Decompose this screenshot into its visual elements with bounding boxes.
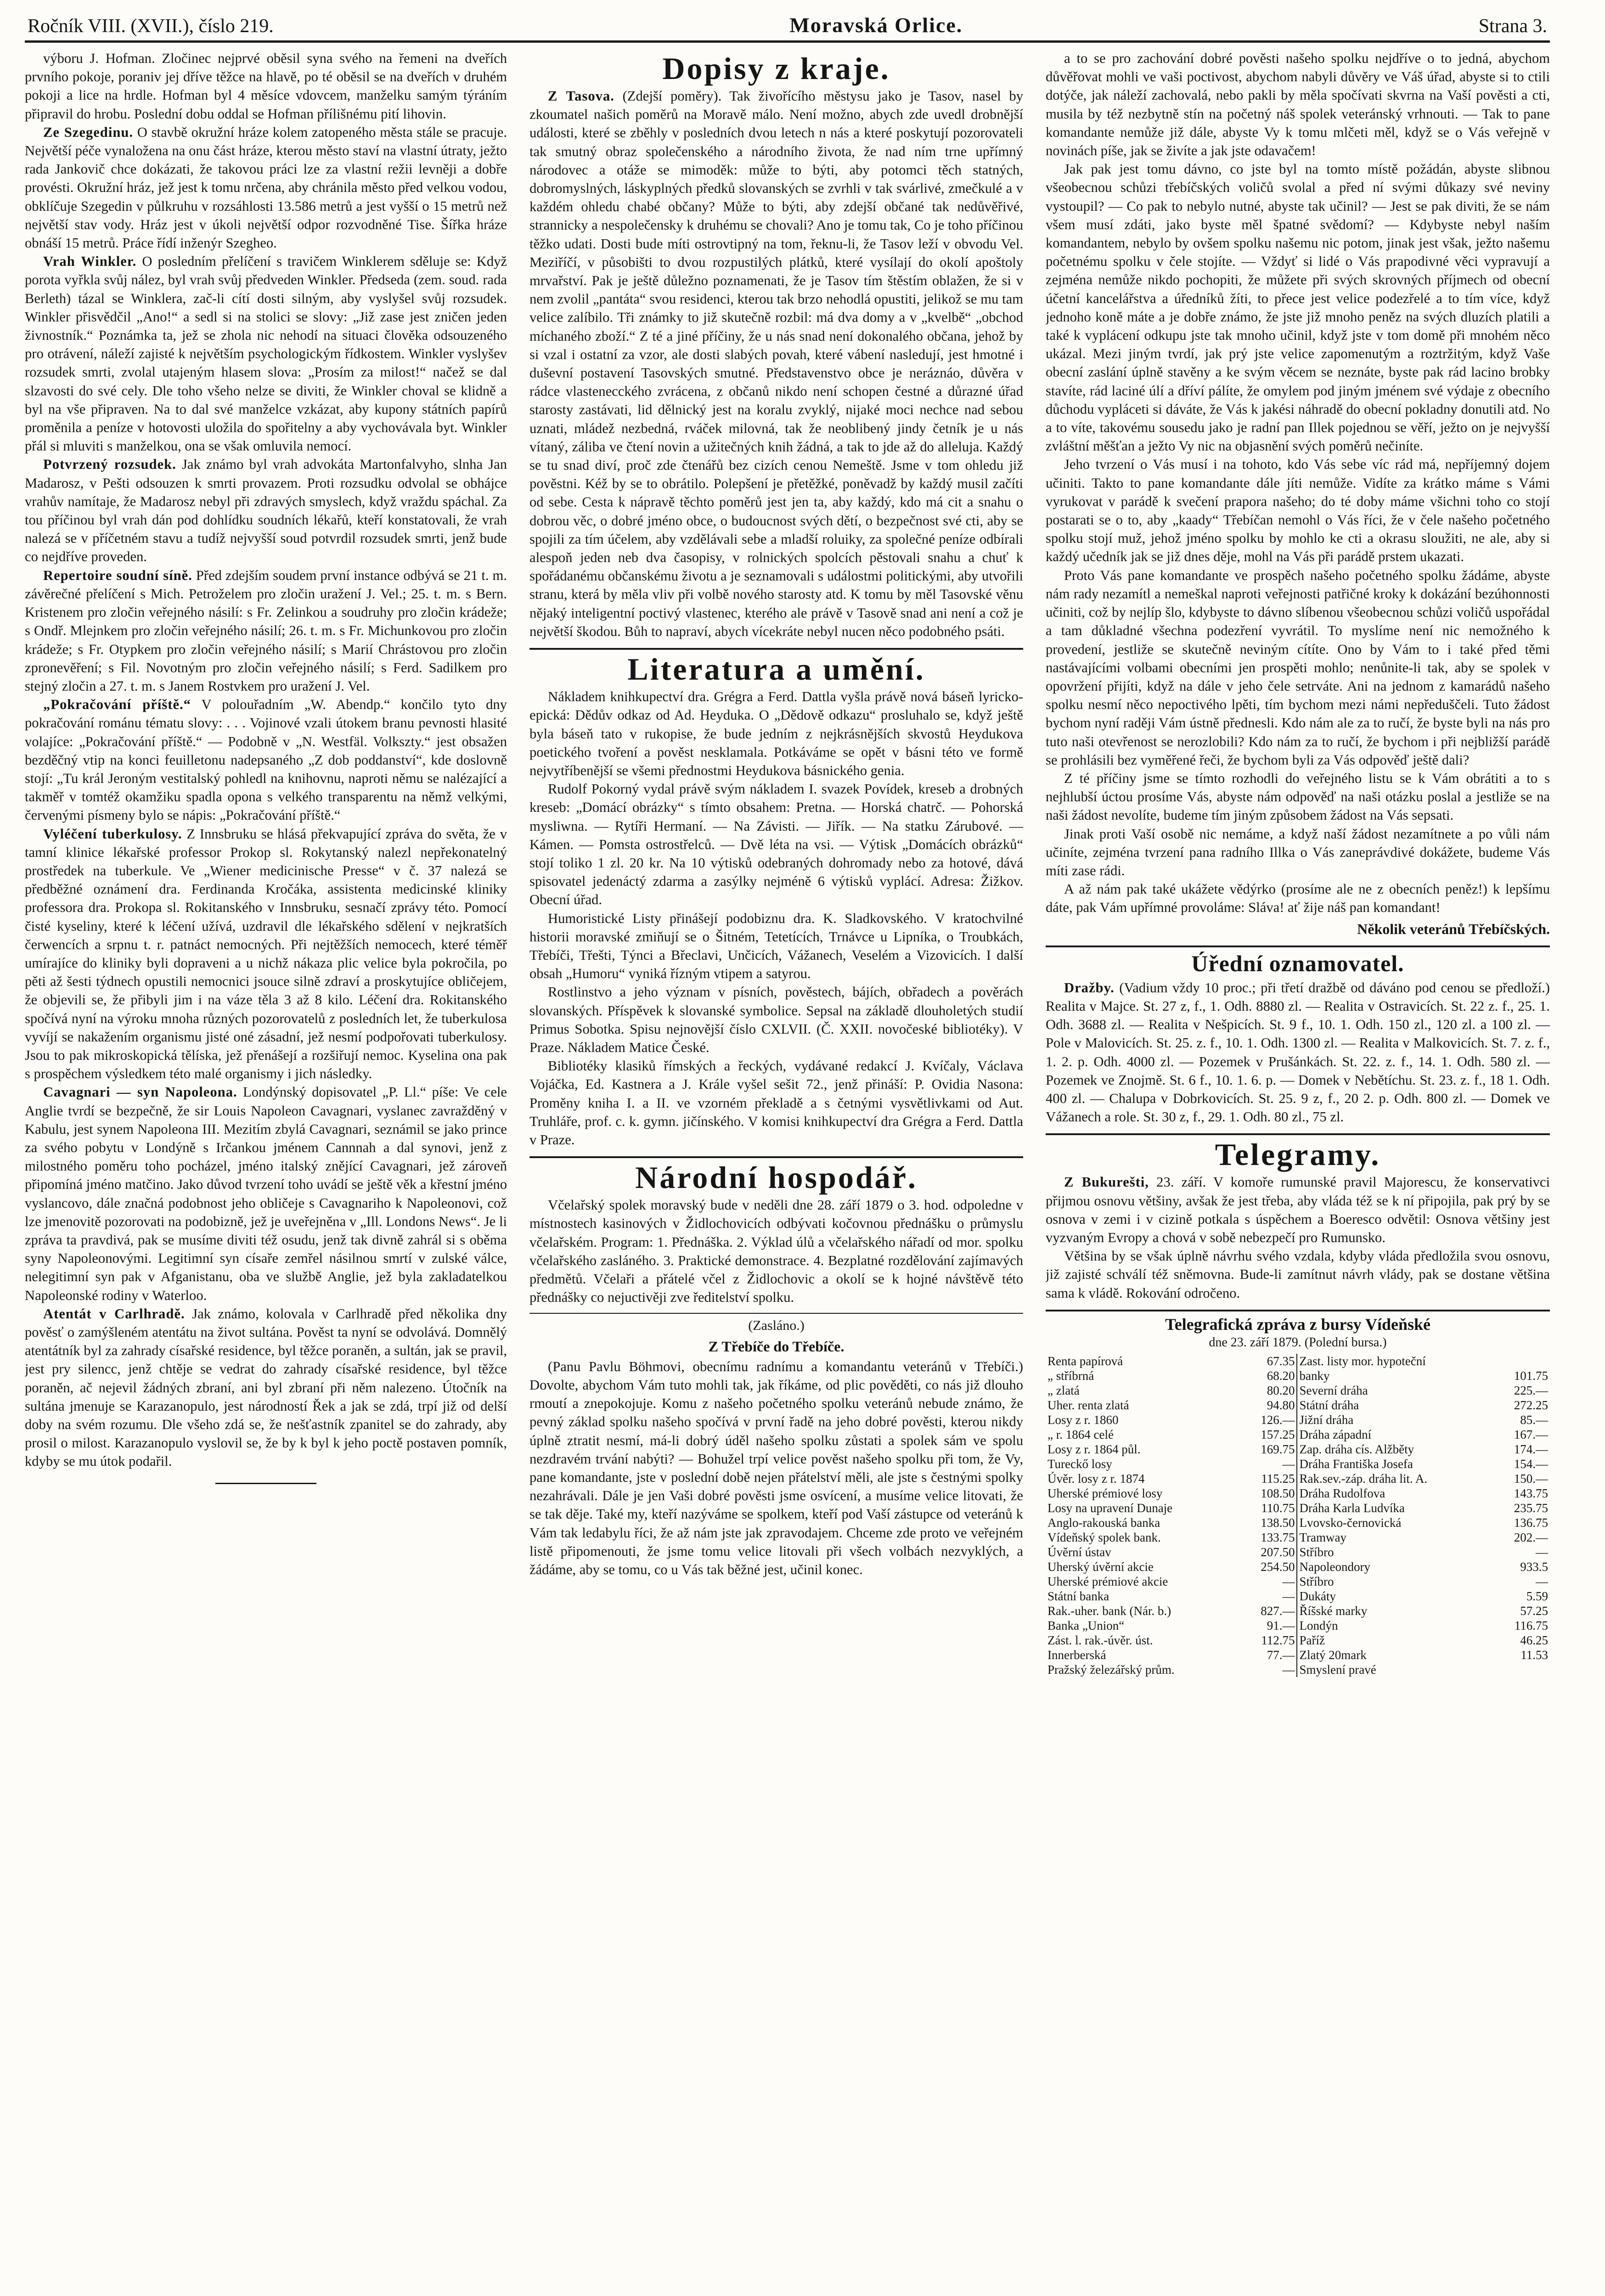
- bourse-right-label: Paříž: [1299, 1633, 1325, 1648]
- column-2: [529, 49, 1023, 2296]
- bourse-left-value: —: [1240, 1457, 1297, 1471]
- section-rule: [1046, 1133, 1550, 1135]
- bourse-left-label: „ zlatá: [1047, 1384, 1080, 1398]
- article-paragraph: [1046, 979, 1550, 1126]
- article-text: Rostlinstvo a jeho význam v písních, pověstech, bájích, obřadech a pověrách slovanských. Příspěvek k slovanské symbolice. Sepsal na základě dlouholetých studií Primus Sobotka. Spisu nejnovější číslo CXLVII. (Č. XXII. novočeské bibliotéky). V Praze. Nákladem Matice České.: [529, 984, 1023, 1055]
- section-rule: [529, 1156, 1023, 1158]
- article-paragraph: [25, 825, 507, 1083]
- bourse-left-value: 91.—: [1240, 1618, 1297, 1633]
- bourse-row: [1046, 1589, 1550, 1604]
- bourse-left-value: 68.20: [1240, 1368, 1297, 1383]
- bourse-row: [1046, 1486, 1550, 1501]
- article-text: Londýnský dopisovatel „P. Ll.“ píše: Ve cele Anglie tvrdí se bezpečně, že sir Louis Napoleon Cavagnari, vyslanec zavražděný v Kabulu, jest synem Napoleona III. Mezitím zbylá Cavagnari, seznámil se jako prince za svého pobytu v Londýně s Irčankou jménem Cannnah a dal synovi, jenž z milostného poměru toho pocházel, jméno italský znějící Cavagnari, jež zároveň připomíná jméno matčino. Jako důvod tvrzení toho uvádí se ještě věk a křestní jméno vyslancovo, dále značná podobnost jeho obličeje s Cavagnariho k Napoleonovi, což lze jmenovitě pozorovati na podobizně, jež je uveřejněna v „Ill. Londons News“. Je li zpráva ta pravdivá, pak se musíme diviti též osudu, jenž tak divně zahrál si s oběma syny Napoleonovými. Legitimní syn císaře zemřel násilnou smrtí v zulské válce, nelegitimní syn pak v Afganistanu, oba ve službě Anglie, jež byla zakladatelkou Napoleonské rodiny v Waterloo.: [25, 1084, 507, 1303]
- bourse-row: [1046, 1545, 1550, 1559]
- bourse-row: [1046, 1368, 1550, 1383]
- bourse-right-label: banky: [1299, 1369, 1330, 1383]
- article-text: Nákladem knihkupectví dra. Grégra a Ferd. Dattla vyšla právě nová báseň lyricko-epická: Dědův odkaz od Ad. Heyduka. O „Dědově odkazu“ prosluhalo se, když ještě byla báseň tato v rukopise, že bude jedním z nejkrásnějších skvostů Heydukova poetického tvoření a pověst nesklamala. Potkáváme se opět v básni této ve formě nejvytříbenější se všemi přednostmi Heydukova básnického genia.: [529, 689, 1023, 778]
- bourse-left-value: 80.20: [1240, 1383, 1297, 1398]
- article-text: V polouřadním „W. Abendp.“ končilo tyto dny pokračování románu tématu slovy: . . . Vojinové vzali útokem branu pevnosti hlasité volajíce: „Pokračování příště.“ — Podobně v „N. Westfäl. Volkszty.“ jest obsažen bezděčný vtip na konci feuilletonu nadepsaného „Z dob poddanství“, kde doslovně stojí: „Tu král Jeroným vestitalský pohledl na knihovnu, naproti němu se nalézající a takměř v tomtéž okamžiku spadla opona s velkého transparentu na němž velkými, červenými písmeny bylo se nápis: „Pokračování příště.“: [25, 697, 507, 823]
- bourse-right-label: Zlatý 20mark: [1299, 1648, 1367, 1662]
- bourse-right-value: 136.75: [1514, 1516, 1548, 1530]
- bourse-right-label: Zast. listy mor. hypoteční: [1299, 1354, 1426, 1368]
- bourse-right-value: —: [1536, 1545, 1548, 1559]
- article-text: Z Innsbruku se hlásá překvapující zpráva do světa, že v tamní klinice lékařské professor Prokop sl. Rokytanský nalezl nepřekonatelný prostředek na tuberkule. Ve „Wiener medicinische Presse“ v č. 37 nalezá se předběžné oznámení dra. Ferdinanda Kročáka, assistenta medicinské kliniky professora dra. Prokopa sl. Rokitanského v Innsbruku, sesnačí zprávy této. Pomocí čisté kyseliny, které k léčení užívá, uzdravil dle lékařského sdělení v nejkratších čerwencích a srpnu t. r. patnáct nemocných. Při nejtěžších nemocech, které téměř umírajíce do kliniky byli dopraveni a u nichž nákaza plic velice byla pokročila, po pěti až šesti týdnech opustili nemocnici jsouce silně zdraví a proskytujíce obličejem, že objevili se, že přibyli jim i na váze těla 3 až 8 kilo. Léčení dra. Rokitanského spočívá nyní na výroku mnoha různých pozorovatelů z posledních let, že tuberkulosa vyvíjí se nakažením organismu jisté oné zásadní, jež nesmí podpořovati tuberkulosy. Jsou to pak mikroskopická tělíska, jež přenášejí a rozšiřují nemoc. Kyselina ona pak s prospěchem výsledkem této malé organismy i jich následky.: [25, 826, 507, 1082]
- bourse-left-label: „ r. 1864 celé: [1047, 1428, 1114, 1442]
- article-heading: Vyléčení tuberkulosy.: [43, 826, 182, 842]
- urední-articles: [1046, 979, 1550, 1126]
- bourse-row: [1046, 1633, 1550, 1648]
- bourse-right-label: Napoleondory: [1299, 1560, 1370, 1574]
- letter-signature: Několik veteránů Třebíčských.: [1357, 920, 1550, 937]
- article-text: Humoristické Listy přinášejí podobiznu dra. K. Sladkovského. V kratochvilné historii moravské zmiňují se o Šitném, Tetetících, Trnávce u Lipníka, o Troubkách, Třebíči, Třešti, Týnci a Břeclavi, Unčicích, Vážanech, Veselém a Vizovicích. I další obsah „Humoru“ vyniká řízným vtipem a satyrou.: [529, 910, 1023, 982]
- article-paragraph: [25, 695, 507, 824]
- bourse-left-label: Rak.-uher. bank (Nár. b.): [1047, 1604, 1171, 1618]
- article-heading: Z Bukurešti,: [1064, 1174, 1149, 1190]
- article-text: Jak známo, kolovala v Carlhradě před několika dny pověsť o zamýšleném atentátu na život sultána. Pověst ta nyní se odvolává. Domnělý atentátník byl za zahrady císařské residence, byl těžce poraněn, a sultán, jak se pravil, jest pry silencc, jenž chtěje se vedrat do zahrady císařské residence, byl těžce poraněn, ač nejevil žádných zbraní, ani byl zbraní při něm nalezeno. Útočník na sultána jmenuje se Karazanopulo, jest národností Řek a jak se zdá, trpí již od delší doby na svém rozumu. Dle všeho zdá se, že nešťastník zpanitel se do zahrady, aby prosil o milost. Karazanopulo vyslovil se, že by k byl k jeho poctě postaven pomník, kdyby se mu útok podařil.: [25, 1306, 507, 1469]
- columns: [25, 49, 1550, 2296]
- bourse-right-value: 5.59: [1526, 1589, 1548, 1604]
- section-title-urední: Úřední oznamovatel.: [1191, 950, 1404, 976]
- bourse-title: Telegrafická zpráva z bursy Vídeňské: [1165, 1315, 1430, 1334]
- bourse-right-label: Smyslení pravé: [1299, 1663, 1376, 1677]
- article-paragraph: [1046, 1247, 1550, 1302]
- zaslano-subhead: Z Třebíče do Třebíče.: [708, 1338, 845, 1355]
- end-rule: [215, 1483, 316, 1484]
- bourse-right-value: 235.75: [1514, 1501, 1548, 1515]
- article-heading: Atentát v Carlhradě.: [43, 1306, 185, 1322]
- bourse-left-label: Zást. l. rak.-úvěr. úst.: [1047, 1633, 1153, 1648]
- article-paragraph: [1046, 769, 1550, 825]
- article-text: Jeho tvrzení o Vás musí i na tohoto, kdo Vás sebe víc rád má, nepříjemný dojem učiniti. Takto to pane komandante dále jíti nemůže. Vidíte za krátko máme s Vámi vyrukovat v parádě k svečení prapora našeho; do té doby máme všichni toho co stojí postarati se o to, aby „kaady“ Třebíčan nemohl o Vás říci, že v čele našeho početného spolku stojí muž, jehož jméno spolku by mohlo ke cti a okrasu sloužiti, ne ale, aby si každý učedník jak se již dnes děje, mohl na Vás při parádě prstem ukazati.: [1046, 456, 1550, 565]
- bourse-right-value: 46.25: [1520, 1633, 1548, 1648]
- bourse-left-value: 108.50: [1240, 1486, 1297, 1501]
- article-text: Bibliotéky klasiků římských a řeckých, vydávané redakcí J. Kvíčaly, Václava Vojáčka, Ed. Kastnera a J. Krále vyšel sešit 72., jenž přináší: P. Ovidia Nasona: Proměny kniha I. a II. ve vzorném překladě a s četnými vysvětlivkami od Aut. Truhláře, prof. c. k. gymn. jičínského. V komisi knihkupectví dra Grégra a Ferd. Dattla v Praze.: [529, 1058, 1023, 1148]
- article-paragraph: [25, 455, 507, 566]
- bourse-left-value: 67.35: [1240, 1354, 1297, 1368]
- section-rule: [529, 1313, 1023, 1314]
- bourse-left-label: Vídeňský spolek bank.: [1047, 1531, 1161, 1545]
- bourse-left-label: Anglo-rakouská banka: [1047, 1516, 1160, 1530]
- dopisy-articles: [529, 87, 1023, 641]
- article-paragraph: [529, 1057, 1023, 1149]
- letter-continuation: [1046, 49, 1550, 917]
- article-paragraph: [1046, 455, 1550, 566]
- article-paragraph: [1046, 566, 1550, 769]
- bourse-subtitle: dne 23. září 1879. (Polední bursa.): [1209, 1335, 1387, 1350]
- article-text: Proto Vás pane komandante ve prospěch našeho početného spolku žádáme, abyste nám rady nezamítl a nemeškal naproti veřejnosti patřičné kroky k dokázání bezúhonnosti učiniti, což by nejlíp šlo, kdybyste to dávno slíbenou všeobecnou schůzi voličů uspořádal a tam důkladné všechna podezření vyvrátil. To myslíme není nic nemožného k provedení, jestliže se skutečně neviným cítíte. Ono by Vám to i také před těmi nastávajícími volbami obecními jen prospěti mohlo; nenůnite-li tak, aby se spolek v opovržení přijíti, když na dále v jeho čele setrváte. Ani na jednom z kamarádů našeho spolku nesmí něco nepoctivého lpěti, tím bychom mezi námi nepředuščeli. Tuto žádost bychom nyní raději Vám ústně přednesli. Kdo nám ale za to ručí, že byste byli na nás pro tuto naši otevřenost se nerozlobili? Kdo nám za to ručí, že bychom i při nejbližší parádě se prohlásili bez vyměřené řeči, že bychom byli za Vás odpověď ještě dali?: [1046, 567, 1550, 768]
- bourse-left-label: Uherské prémiové losy: [1047, 1486, 1163, 1501]
- article-paragraph: [25, 49, 507, 123]
- hospodar-articles: [529, 1196, 1023, 1306]
- column-3: [1046, 49, 1550, 2296]
- bourse-right-label: Stříbro: [1299, 1575, 1334, 1589]
- bourse-row: [1046, 1574, 1550, 1589]
- article-text: výboru J. Hofman. Zločinec nejprvé oběsil syna svého na řemeni na dveřích prvního pokoje, poraniv jej dříve těžce na hlavě, po té oběsil se na dveřích v druhém pokoji a lice na hrdle. Hofman byl 4 měsíce vdovcem, manželku samým týráním připravil do hrobu. Poslední dobu oddal se Hofman přílišnému pití lihovin.: [25, 51, 507, 122]
- bourse-left-value: 126.—: [1240, 1412, 1297, 1427]
- bourse-left-value: 169.75: [1240, 1442, 1297, 1457]
- bourse-right-label: Dráha Karla Ludvíka: [1299, 1501, 1405, 1515]
- bourse-right-value: 202.—: [1514, 1531, 1548, 1545]
- article-text: Před zdejším soudem první instance odbývá se 21 t. m. závěrečné přelíčení s Mich. Petroželem pro zločin uražení J. Vel.; 25. t. m. s Bern. Kristenem pro zločin veřejného násilí: s Fr. Zelinkou a soudruhy pro zločin krádeže; s Ondř. Mlejnkem pro zločin veřejného násilí; 26. t. m. s Fr. Michunkovou pro zločin krádeže; s Fr. Otypkem pro zločin veřejného násilí; s Marií Chrástovou pro zločin zpronevěření; s Fil. Novotným pro zločin veřejného násilí; s Ferd. Sadilkem pro stejný zločin a 27. t. m. s Janem Rostvkem pro uražení J. Vel.: [25, 567, 507, 694]
- article-text: A až nám pak také ukážete vědýrko (prosíme ale ne z obecních peněz!) k lepšímu dáte, pak Vám upřímné provoláme: Sláva! ať žije náš pan komandant!: [1046, 881, 1550, 916]
- article-paragraph: [1046, 880, 1550, 917]
- article-paragraph: [25, 252, 507, 455]
- article-paragraph: [1046, 49, 1550, 160]
- bourse-left-value: 254.50: [1240, 1559, 1297, 1574]
- section-title-literatura: Literatura a umění.: [627, 652, 925, 687]
- article-text: Včelařský spolek moravský bude v neděli dne 28. září 1879 o 3. hod. odpoledne v místnostech kasinových v Židlochovicích odbývati kočovnou přednášku o průmyslu včelařském. Program: 1. Přednáška. 2. Výklad úlů a včelařského nářadí od mor. spolku včelařského zasláného. 3. Praktické demonstrace. 4. Bezplatné rozdělování zajímavých předmětů. Včelaři a přátelé včel z Židlochovic a okolí se k hojné návštěvě této přednášky co nejuctivěji zve ředitelství spolku.: [529, 1197, 1023, 1306]
- article-paragraph: [529, 687, 1023, 780]
- article-text: O posledním přelíčení s travičem Winklerem sděluje se: Když porota vyřkla svůj nález, byl vrah svůj předveden Winkler. Předseda (zem. soud. rada Berleth) tázal se Winklera, zač-li cítí dosti silným, aby vyslyšel svůj rozsudek. Winkler přisvědčil „Ano!“ a sedl si na stolici se slovy: „Již zase jest zničen jeden živnostník.“ Poznámka ta, jež se zhola nic nehodí na situaci člověka odsouzeného pro otrávení, náleží zajisté k největším psychologickým řídkostem. Winkler vyslyšev rozsudek smrti, zvolal utajeným hlasem slova: „Prosím za milost!“ načež se dal slzavosti do své cely. Dle toho všeho nelze se diviti, že Winkler choval se klidně a byl na vše připraven. Na to dal své manželce vzkázat, aby kupony státních papírů proměnila a peníze v hotovosti uložila do spořitelny a aby vychovávala byt. Winkler přál si mluviti s manželkou, ona se však omluvila nemocí.: [25, 253, 507, 454]
- bourse-left-label: Úvěrní ústav: [1047, 1545, 1111, 1559]
- section-rule: [1046, 1310, 1550, 1311]
- bourse-left-value: 133.75: [1240, 1530, 1297, 1545]
- bourse-left-label: Tureckő losy: [1047, 1457, 1112, 1471]
- bourse-row: [1046, 1501, 1550, 1515]
- bourse-right-value: 154.—: [1514, 1457, 1548, 1471]
- bourse-right-label: Rak.sev.-záp. dráha lit. A.: [1299, 1472, 1428, 1486]
- bourse-right-label: Státní dráha: [1299, 1398, 1359, 1412]
- article-heading: Dražby.: [1064, 979, 1115, 996]
- section-title-telegramy: Telegramy.: [1215, 1137, 1381, 1172]
- article-heading: „Pokračování příště.“: [43, 697, 191, 713]
- bourse-row: [1046, 1442, 1550, 1457]
- bourse-right-label: Zap. dráha cís. Alžběty: [1299, 1442, 1414, 1457]
- bourse-right-value: —: [1536, 1575, 1548, 1589]
- article-paragraph: [1046, 825, 1550, 880]
- article-paragraph: [25, 1305, 507, 1471]
- bourse-row: [1046, 1457, 1550, 1471]
- article-heading: Z Tasova.: [548, 88, 614, 104]
- bourse-right-value: [1494, 1354, 1550, 1368]
- bourse-row: [1046, 1383, 1550, 1398]
- bourse-left-value: —: [1240, 1662, 1297, 1677]
- article-text: Jinak proti Vaší osobě nic nemáme, a když naší žádost nezamítnete a po vůli nám učiníte, zejména tvrzení pana radního Illka o Vás zaneprávdivé dokážete, budeme Vás míti zase rádi.: [1046, 826, 1550, 878]
- article-text: Z té příčiny jsme se tímto rozhodli do veřejného listu se k Vám obrátiti a to s nejhlubší úctou prosíme Vás, abyste nám odpověď na naši otázku poslal a jestliže se na naši žádost nevolíte, budeme tím jiným způsobem žádost na Vás sepsati.: [1046, 770, 1550, 823]
- zaslano-articles: [529, 1357, 1023, 1579]
- bourse-right-label: Dráha Františka Josefa: [1299, 1457, 1413, 1471]
- article-paragraph: [25, 566, 507, 695]
- bourse-left-value: 157.25: [1240, 1427, 1297, 1442]
- article-paragraph: [1046, 160, 1550, 455]
- bourse-left-value: —: [1240, 1574, 1297, 1589]
- bourse-left-label: Losy z r. 1864 půl.: [1047, 1442, 1141, 1457]
- article-heading: Vrah Winkler.: [43, 253, 137, 270]
- article-text: (Zdejší poměry). Tak živořícího městysu jako je Tasov, nasel by zkoumatel našich poměrů na Moravě málo. Není možno, abych zde uvedl drobnější události, které se zběhly v posledních dvou letech n nás a které poskytují pozorovateli tak smutný obraz společenského a národního života, že nad ním trne upřímný národovec a otáže se mimoděk: může to býti, aby potomci těch statných, dobromyslných, láskyplných předků slovanských se zvrhli v tak svárlivé, zmečkulé a v každém ohledu chabé občany? Může to býti, aby zdejší občané tak nedůvěřivé, strannicky a nespolečensky k druhému se chovali? Ano je tomu tak, Co je toho příčinou těžko udati. Dosti bude míti ostrovtipný na tom, řeknu-li, že Tasov leží v obvodu Vel. Meziříčí, v působišti to dvou rozpustilých plátků, které vysílají do okolí apoštoly mrvařství. Pak je ještě důležno poznamenati, že je Tasov tím štěstím oblažen, že si v nem zvolil „pantáta“ svou residenci, kterou tak brzo nehodlá opustiti, jelikož se mu tam velice zalíbilo. Tři známky to již skutečně rozbil: má dva domy a v „kvelbě“ „obchod míchaného zboží.“ Z té a jiné příčiny, že u nás snad není dokonalého občana, jehož by si vzal i ostatní za vzor, ale dosti slabých povah, které vábení nasledují, jest hmotné i duševní postavení Tasovských smutné. Představenstvo obce je neráznáo, důvěra v rádce vlastenecckého zvrácena, z občanů nikdo není schopen čestné a důrazné úřad starosty zastávati, lid dělnický jest na koralu zvyklý, nijaké moci nechce nad sebou uznati, mládež nezbedná, rváček milovná, tak že neoblibený jindy četník je u nás vítaný, záliba ve čtení novin a užitečných knih žádná, a tak to jde až do alleluja. Každý se tu snad diví, proč zde čtenářů bez cizích cenou Nemeště. Jsme v tom ohledu již pověstni. Kéž by se to obrátilo. Polepšení je přetěžké, poněvadž by každý musil začíti od sebe. Cesta k nápravě těchto poměrů jest jen ta, aby každý, kdo má cit a snahu o dobrou věc, o dobré jméno obce, o budoucnost svých dětí, o bezpečnost své cti, aby se spojili za tím účelem, aby vzdělávali sebe a mladší roluiky, za společné peníze odbírali alespoň jeden neb dva časopisy, v rolnických spolcích pěstovali snahu a chuť k spořádanému občanskému životu a je seznamovali s událostmi politickými, aby utvořili stranu, která by měla vliv při volbě nového starosty atd. K tomu by měl Tasovské věnu nějaký inteligentní poctivý vlastenec, kterého ale právě v Tasově snad ani není a což je největší škodou. Bůh to napraví, abych vícekráte nebyl nucen něco podobného psáti.: [529, 88, 1023, 639]
- bourse-right-label: Dráha Rudolfova: [1299, 1486, 1385, 1501]
- bourse-right-value: 933.5: [1520, 1560, 1548, 1574]
- bourse-row: [1046, 1398, 1550, 1412]
- bourse-right-label: Dráha západní: [1299, 1428, 1372, 1442]
- bourse-right-value: 101.75: [1514, 1369, 1548, 1383]
- article-text: (Panu Pavlu Böhmovi, obecnímu radnímu a komandantu veteránů v Třebíči.) Dovolte, abychom Vám tuto mohli tak, jak říkáme, od plic pověděti, co nás již dlouho rmoutí a znepokojuje. Komu z našeho početného spolku veteránů nebude známo, že pevný základ spolku našeho spočívá v první řadě na jeho dobré pověsti, kterou nikdy úplně ztratit nesmí, má-li dobrý úděl našeho spolku zůstati a spolek sám ve spolu nezdravém trvání nabýti? — Bohužel trpí velice pověst našeho spolku při tom, že Vy, pane komandante, jste v poslední době nejen přátelství měli, ale jste s čestnými spolky nezahrávali. Dále je jen Vaši dobré pověsti jsme osvícení, a musíme velice litovati, že se tak děje. Také my, kteří nazýváme se spolkem, kteří pod Vaší zástupce od veteránů k Vám tak ledabylu říci, že až nám jste jak zpravodajem. Chceme zde proto ve veřejném listě připomenouti, že jsme tomu velice litovali při všech volbách nezvyklých, a žádáme, aby se tomu, co u Vás tak běžné jest, učinil konec.: [529, 1358, 1023, 1578]
- bourse-left-value: 110.75: [1240, 1501, 1297, 1515]
- article-text: Jak pak jest tomu dávno, co jste byl na tomto místě požádán, abyste slibnou všeobecnou schůzi třebíčských voličů svolal a před ní svými důkazy své neviny vystoupil? — Co pak to nebylo nutné, abyste tak učinil? — Jest se pak diviti, že se nám všem musí zdáti, jako byste měl špatné svědomí? — Kdybyste nebyl naším komandantem, nebylo by ovšem spolku našemu nic potom, jinak jest však, ježto našemu početnému spolku v čele stojíte. — Vždyť si lidé o Vás prapodivné věci vypravují a zejména nemůže nikdo pochopiti, že můžete při svých skrovných příjmech od obecní účetní kancelářstva a úředníků žíti, to přece jest velice podezřelé a to tím více, když jednoho koně máte a je dobře známo, že jste již mnoho peněz na svých dluzích platili a také k vyplácení odkupu jste tak mnoho učinil, když jste v tom domě při mnohém něco ukázal. Mezi jiným tvrdí, jak prý jste velice zapomenutým a roztržitým, když Vaše obecní zaslání úplně stavěny a ke svým věcem se neznáte, byste pak rád lacino brobky stavíte, rád laciné úlí a dříví pálíte, že omylem pod jiným jménem své výdaje z obecního důchodu vypláceti si dáváte, že Vás k jakési náhradě do obecní pokladny donutili atd. No a to víte, takovému sousedu jako je radní pan Illek pojednou se věří, ježto on je nejvyšší zvláštní měšťan a ježto Vy nic na objasnění svých poměrů nečiníte.: [1046, 161, 1550, 454]
- masthead: [25, 13, 1550, 43]
- article-paragraph: [25, 1083, 507, 1304]
- bourse-left-label: Pražský železářský prům.: [1047, 1663, 1175, 1677]
- article-paragraph: [25, 123, 507, 252]
- bourse-right-value: 143.75: [1514, 1486, 1548, 1501]
- bourse-right-value: 150.—: [1514, 1472, 1548, 1486]
- article-heading: Potvrzený rozsudek.: [43, 456, 176, 473]
- bourse-left-label: Uherské prémiové akcie: [1047, 1575, 1168, 1589]
- article-text: Jak známo byl vrah advokáta Martonfalvyho, slnha Jan Madarosz, v Pešti odsouzen k smrti provazem. Proti rozsudku odvolal se obhájce vrahův namítaje, že Madarosz nebyl při zdravých smyslech, když vraždu spáchal. Za tou příčinou byl vrah dán pod dohlídku soudních lékařů, kteří konstatovali, že vrah nalezá se v příčetném stavu a tudíž nejvyšší soud potvrdil rozsudek smrti, jenž bude co nejdříve proveden.: [25, 456, 507, 565]
- bourse-row: [1046, 1604, 1550, 1618]
- bourse-right-label: Severní dráha: [1299, 1384, 1368, 1398]
- column-1-articles: [25, 49, 507, 1471]
- article-paragraph: [529, 909, 1023, 983]
- telegramy-articles: [1046, 1173, 1550, 1302]
- section-title-dopisy: Dopisy z kraje.: [662, 51, 890, 86]
- bourse-row: [1046, 1354, 1550, 1368]
- bourse-left-label: Losy z r. 1860: [1047, 1413, 1119, 1427]
- bourse-right-label: Londýn: [1299, 1619, 1338, 1633]
- article-text: O stavbě okružní hráze kolem zatopeného města stále se pracuje. Největší péče vynaložena na onu část hráze, kterou město staví na vlastní útraty, ježto rada Jankovič chce dokázati, že takovou práci lze za vlastní režii levněji a dobře provésti. Okružní hráz, jež jest k tomu nrčena, aby chránila město před velkou vodou, obklíčuje Szegedin v půlkruhu v rozsáhlosti 13.586 metrů a jest vyšší o 15 metrů než největší stav vody. Hráz jest v úkoli největší odpor rozvodněné Tise. Šířka hráze obnáší 15 metrů. Práce řídí inženýr Szegheo.: [25, 124, 507, 251]
- article-text: Rudolf Pokorný vydal právě svým nákladem I. svazek Povídek, kreseb a drobných kreseb: „Domácí obrázky“ s tímto obsahem: Pretna. — Horská chatrč. — Pohorská mysliwna. — Rytíři Hermaní. — Na Závisti. — Jiřík. — Na statku Zárubové. — Kámen. — Pomsta ostrostřelců. — Dvě léta na vsi. — Výtisk „Domácích obrázků“ stojí toliko 1 zl. 20 kr. Na 10 výtisků odebraných dohromady nebo za hotové, dává spisovatel jedenáctý zdarma a zasýlky nejméně 6 výtisků vyplácí. Adresa: Žižkov. Obecní úřad.: [529, 781, 1023, 908]
- bourse-right-value: 174.—: [1514, 1442, 1548, 1457]
- bourse-right-label: Říšské marky: [1299, 1604, 1368, 1618]
- bourse-left-label: Uher. renta zlatá: [1047, 1398, 1129, 1412]
- bourse-right-value: 57.25: [1520, 1604, 1548, 1618]
- bourse-right-label: Dukáty: [1299, 1589, 1336, 1604]
- article-paragraph: [529, 983, 1023, 1057]
- bourse-row: [1046, 1471, 1550, 1486]
- bourse-right-value: 85.—: [1520, 1413, 1548, 1427]
- bourse-row: [1046, 1530, 1550, 1545]
- section-rule: [529, 648, 1023, 650]
- bourse-row: [1046, 1559, 1550, 1574]
- volume-number: Ročník VIII. (XVII.), číslo 219.: [28, 16, 274, 37]
- bourse-left-label: Uherský úvěrní akcie: [1047, 1560, 1154, 1574]
- bourse-right-value: 167.—: [1514, 1428, 1548, 1442]
- bourse-table: [1046, 1354, 1550, 1677]
- article-heading: Repertoire soudní síně.: [43, 567, 192, 583]
- bourse-left-label: „ stříbrná: [1047, 1369, 1094, 1383]
- section-rule: [1046, 945, 1550, 947]
- bourse-row: [1046, 1648, 1550, 1662]
- bourse-left-value: 77.—: [1240, 1648, 1297, 1662]
- bourse-row: [1046, 1427, 1550, 1442]
- bourse-row: [1046, 1618, 1550, 1633]
- bourse-left-value: —: [1240, 1589, 1297, 1604]
- bourse-left-value: 112.75: [1240, 1633, 1297, 1648]
- article-heading: Ze Szegedinu.: [43, 124, 133, 140]
- article-paragraph: [529, 1196, 1023, 1306]
- bourse-left-label: Losy na upravení Dunaje: [1047, 1501, 1173, 1515]
- bourse-right-value: [1494, 1662, 1550, 1677]
- bourse-right-label: Jižní dráha: [1299, 1413, 1354, 1427]
- article-paragraph: [529, 87, 1023, 641]
- column-1: [25, 49, 507, 2296]
- zaslano-label: (Zasláno.): [748, 1318, 805, 1334]
- article-text: Většina by se však úplně návrhu svého vzdala, kdyby vláda předložila svou osnovu, již zajisté schválí též sněmovna. Bude-li zamítnut návrh vlády, pak se dostane většina sama k vládě. Rokování odročeno.: [1046, 1248, 1550, 1301]
- article-heading: Cavagnari — syn Napoleona.: [43, 1084, 237, 1100]
- bourse-left-label: Renta papírová: [1047, 1354, 1123, 1368]
- bourse-left-label: Banka „Union“: [1047, 1619, 1125, 1633]
- bourse-right-label: Tramway: [1299, 1531, 1346, 1545]
- bourse-left-value: 207.50: [1240, 1545, 1297, 1559]
- bourse-left-value: 115.25: [1240, 1471, 1297, 1486]
- article-paragraph: [529, 1357, 1023, 1579]
- bourse-left-label: Innerberská: [1047, 1648, 1106, 1662]
- literatura-articles: [529, 687, 1023, 1149]
- bourse-right-value: 116.75: [1514, 1619, 1548, 1633]
- bourse-right-value: 225.—: [1514, 1384, 1548, 1398]
- bourse-row: [1046, 1412, 1550, 1427]
- article-paragraph: [1046, 1173, 1550, 1247]
- article-text: (Vadium vždy 10 proc.; při třetí dražbě od dáváno pod cenou se předloží.) Realita v Majce. St. 27 z, f., 1. Odh. 8880 zl. — Realita v Ostravicích. St. 22 z. f., 25. 1. Odh. 3688 zl. — Realita v Nešpicích. St. 9 f., 10. 1. Odh. 150 zl., 120 zl. a 100 zl. — Pole v Malovicích. St. 25. z. f., 10. 1. Odh. 1300 zl. — Realita v Malkovicích. St. 7. z. f., 1. 2. p. Odh. 4000 zl. — Pozemek v Prušánkách. St. 22. z. f., 14. 1. Odh. 580 zl. — Pozemek ve Znojmě. St. 6 f., 10. 1. 6. p. — Domek v Nebětíchu. St. 23. z. f., 18 1. Odh. 400 zl. — Chalupa v Dobrkovicích. St. 25. 9 z, f., 20 2. p. Odh. 800 zl. — Domek ve Vážanech a role. St. 30 z, f., 29. 1. Odh. 80 zl., 75 zl.: [1046, 979, 1550, 1125]
- bourse-row: [1046, 1662, 1550, 1677]
- page-number: Strana 3.: [1478, 16, 1547, 37]
- bourse-left-label: Úvěr. losy z r. 1874: [1047, 1472, 1145, 1486]
- bourse-left-label: Státní banka: [1047, 1589, 1109, 1604]
- paper-name: Moravská Orlice.: [789, 13, 963, 37]
- bourse-right-value: 11.53: [1521, 1648, 1548, 1662]
- bourse-right-label: Lvovsko-černovická: [1299, 1516, 1402, 1530]
- bourse-row: [1046, 1515, 1550, 1530]
- bourse-right-label: Stříbro: [1299, 1545, 1334, 1559]
- bourse-left-value: 827.—: [1240, 1604, 1297, 1618]
- article-paragraph: [529, 780, 1023, 909]
- bourse-left-value: 94.80: [1240, 1398, 1297, 1412]
- bourse-left-value: 138.50: [1240, 1515, 1297, 1530]
- article-text: a to se pro zachování dobré pověsti našeho spolku nejdříve o to jedná, abychom důvěřovat mohli ve vaši poctivost, abychom nabyli důvěry ve Váš úřad, abyste si to ctili dotýče, jak náleží zachovalá, nebo pakli by měla spočívati skvrna na Vaší pověsti a cti, musila by též nezbytně stín na početný náš spolek veteránský vrhnouti. — Tak to pane komandante nemůže již dále, abyste Vy k tomu mlčeti měl, když se o Vás veřejně v novinách píše, jak se živíte a jak jste odavačem!: [1046, 51, 1550, 159]
- article-text: 23. září. V komoře rumunské pravil Majorescu, že konservativci přijmou osnovu většiny, avšak že jest třeba, aby vláda též se k ní připojila, pak prý by se osnova v zemi i v cizině potkala s úspěchem a Boeresco odvětil: Osnova většiny jest vyzvaným Evropy a chová v sobě nebezpečí pro Rumunsko.: [1046, 1174, 1550, 1245]
- section-title-hospodar: Národní hospodář.: [635, 1160, 918, 1195]
- bourse-right-value: 272.25: [1514, 1398, 1548, 1412]
